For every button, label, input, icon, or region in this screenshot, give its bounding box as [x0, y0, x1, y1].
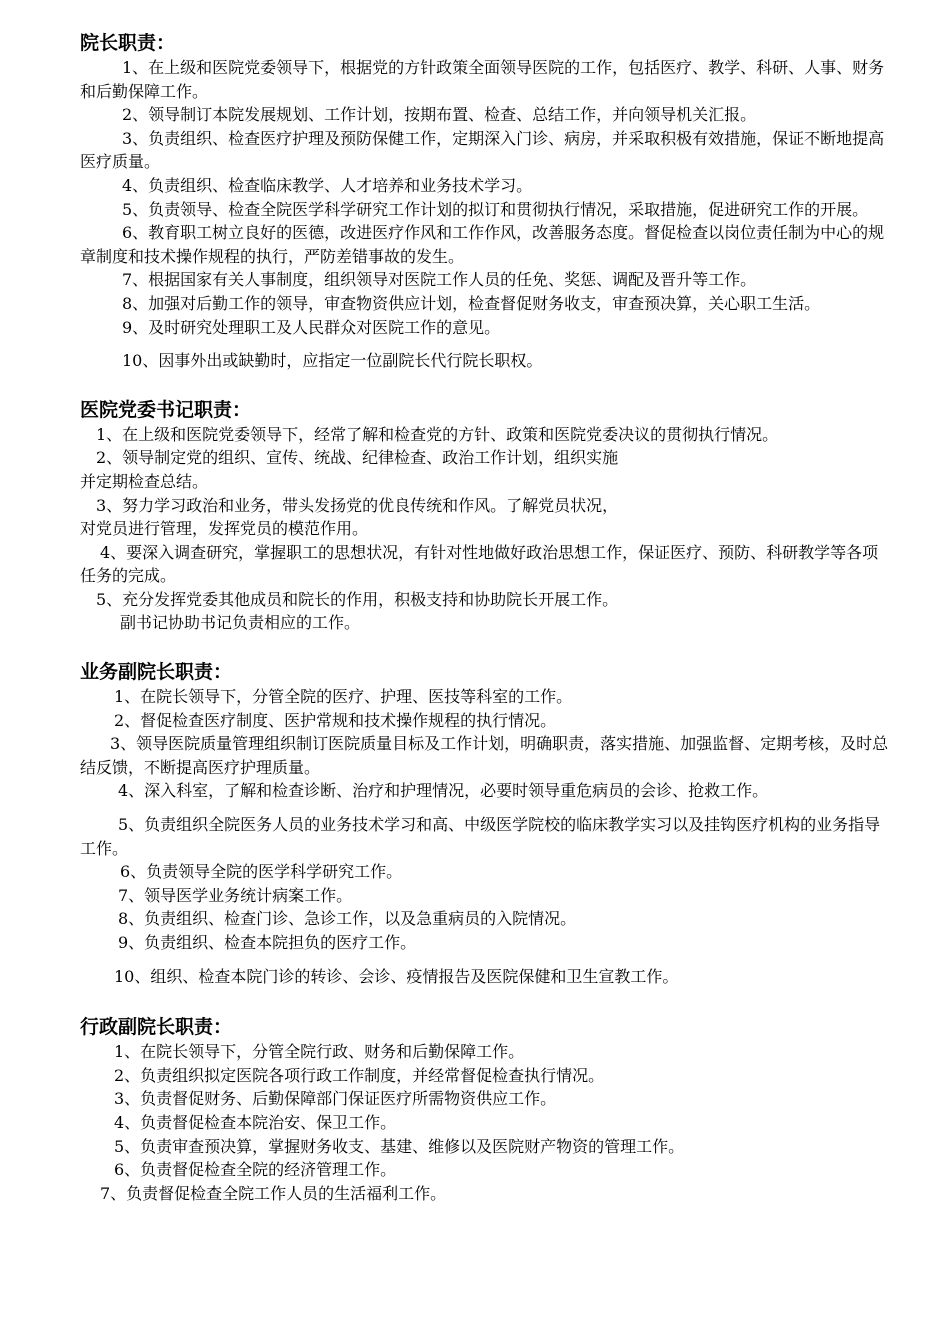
- section-heading: 行政副院长职责：: [80, 1016, 233, 1039]
- section-medical-vice-president-duties: [80, 659, 890, 988]
- duty-item: 3、努力学习政治和业务，带头发扬党的优良传统和作风。了解党员状况，: [96, 495, 619, 515]
- duty-item: 5、负责组织全院医务人员的业务技术学习和高、中级医学院校的临床教学实习以及挂钩医疗机构的业务指导工作。: [80, 815, 881, 858]
- section-heading: 医院党委书记职责：: [80, 398, 252, 421]
- duty-item: 4、深入科室，了解和检查诊断、治疗和护理情况，必要时领导重危病员的会诊、抢救工作。: [118, 781, 769, 801]
- duty-item: 7、负责督促检查全院工作人员的生活福利工作。: [100, 1183, 447, 1203]
- duty-item: 2、督促检查医疗制度、医护常规和技术操作规程的执行情况。: [114, 710, 557, 730]
- duty-item: 3、负责组织、检查医疗护理及预防保健工作，定期深入门诊、病房，并采取积极有效措施，保证不断地提高医疗质量。: [80, 128, 885, 172]
- section-heading: 院长职责：: [80, 32, 176, 54]
- duty-item: 4、要深入调查研究，掌握职工的思想状况，有针对性地做好政治思想工作，保证医疗、预防、科研教学等各项任务的完成。: [80, 542, 879, 586]
- duty-item: 9、负责组织、检查本院担负的医疗工作。: [118, 933, 417, 952]
- duty-item: 8、负责组织、检查门诊、急诊工作，以及急重病员的入院情况。: [118, 909, 577, 929]
- duty-item: 3、负责督促财务、后勤保障部门保证医疗所需物资供应工作。: [114, 1089, 557, 1109]
- duty-item: 4、负责组织、检查临床教学、人才培养和业务技术学习。: [122, 175, 533, 195]
- section-president-duties: [80, 30, 890, 373]
- duty-item: 6、教育职工树立良好的医德，改进医疗作风和工作作风，改善服务态度。督促检查以岗位责任制为中心的规章制度和技术操作规程的执行，严防差错事故的发生。: [80, 223, 885, 266]
- section-admin-vice-president-duties: [80, 1014, 890, 1205]
- duty-item: 6、负责督促检查全院的经济管理工作。: [114, 1160, 397, 1180]
- duty-item: 9、及时研究处理职工及人民群众对医院工作的意见。: [122, 317, 501, 337]
- duty-item: 5、充分发挥党委其他成员和院长的作用，积极支持和协助院长开展工作。: [96, 589, 619, 609]
- duty-item: 5、负责审查预决算，掌握财务收支、基建、维修以及医院财产物资的管理工作。: [114, 1136, 685, 1156]
- duty-item: 10、组织、检查本院门诊的转诊、会诊、疫情报告及医院保健和卫生宣教工作。: [114, 966, 679, 986]
- duty-note: 副书记协助书记负责相应的工作。: [120, 613, 361, 633]
- duty-item: 4、负责督促检查本院治安、保卫工作。: [114, 1112, 397, 1132]
- document-page: [80, 30, 890, 1205]
- section-heading: 业务副院长职责：: [80, 661, 233, 684]
- duty-item: 1、在院长领导下，分管全院的医疗、护理、医技等科室的工作。: [114, 687, 573, 707]
- section-party-secretary-duties: [80, 397, 890, 635]
- duty-item: 7、领导医学业务统计病案工作。: [118, 885, 353, 905]
- duty-item: 1、在院长领导下，分管全院行政、财务和后勤保障工作。: [114, 1042, 525, 1062]
- duty-item: 10、因事外出或缺勤时，应指定一位副院长代行院长职权。: [122, 351, 543, 371]
- duty-item: 2、领导制定党的组织、宣传、统战、纪律检查、政治工作计划，组织实施: [96, 448, 619, 468]
- duty-item: 3、领导医院质量管理组织制订医院质量目标及工作计划，明确职责，落实措施、加强监督、定期考核，及时总结反馈，不断提高医疗护理质量。: [80, 734, 889, 777]
- duty-item: 8、加强对后勤工作的领导，审查物资供应计划，检查督促财务收支，审查预决算，关心职工生活。: [122, 293, 821, 313]
- duty-item: 6、负责领导全院的医学科学研究工作。: [120, 862, 403, 882]
- duty-item: 1、在上级和医院党委领导下，经常了解和检查党的方针、政策和医院党委决议的贯彻执行情况。: [96, 424, 779, 444]
- duty-item: 2、负责组织拟定医院各项行政工作制度，并经常督促检查执行情况。: [114, 1065, 605, 1085]
- duty-item: 2、领导制订本院发展规划、工作计划，按期布置、检查、总结工作，并向领导机关汇报。: [122, 105, 757, 125]
- duty-item: 7、根据国家有关人事制度，组织领导对医院工作人员的任免、奖惩、调配及晋升等工作。: [122, 270, 757, 290]
- duty-item: 5、负责领导、检查全院医学科学研究工作计划的拟订和贯彻执行情况，采取措施，促进研究工作的开展。: [122, 199, 869, 219]
- duty-item: 1、在上级和医院党委领导下，根据党的方针政策全面领导医院的工作，包括医疗、教学、科研、人事、财务和后勤保障工作。: [80, 58, 885, 101]
- duty-item-continuation: 并定期检查总结。: [80, 471, 209, 491]
- duty-item-continuation: 对党员进行管理，发挥党员的模范作用。: [80, 519, 369, 539]
